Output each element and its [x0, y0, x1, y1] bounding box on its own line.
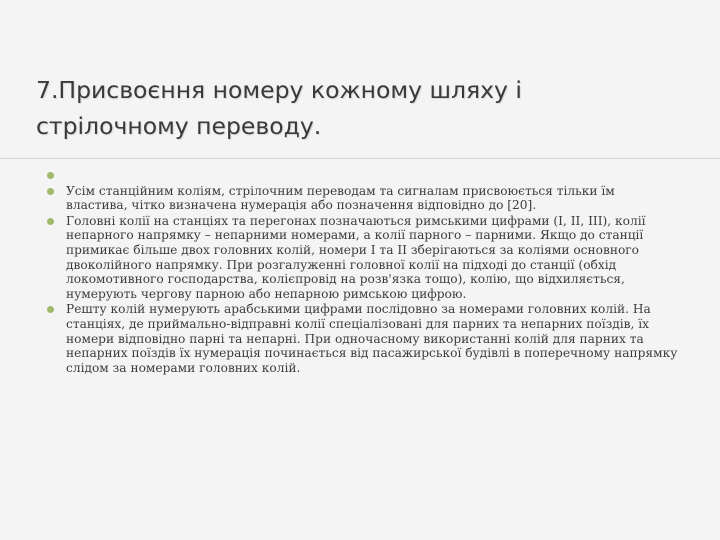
bullet-dot-icon: [47, 172, 54, 179]
bullet-text: Решту колій нумерують арабськими цифрами послідовно за номерами головних колій. На станціях, де приймально-відправні колії спеціалізовані для парних та непарних поїздів, їх номери відповідно парні та непарні. При одночасному використанні колій для парних та непарних поїздів їх нумерація починається від пасажирської будівлі в поперечному напрямку слідом за номерами головних колій.: [66, 302, 678, 375]
title-divider: [0, 158, 720, 159]
bullet-text: Головні колії на станціях та перегонах позначаються римськими цифрами (I, II, III), колії непарного напрямку – непарними номерами, а колії парного – парними. Якщо до станції примикає більше двох головних колій, номери I та II зберігаються за коліями основного двоколійного напрямку. При розгалуженні головної колії на підході до станції (обхід локомотивного господарства, колієпровід на розв'язка тощо), колію, що відхиляється, нумерують чергову парною або непарною римською цифрою.: [66, 213, 646, 301]
list-item: [46, 302, 678, 375]
bullet-dot-icon: [47, 188, 54, 195]
bullet-text: Усім станційним коліям, стрілочним переводам та сигналам присвоюється тільки їм властива, чітко визначена нумерація або позначення відповідно до [20].: [66, 183, 615, 213]
bullet-dot-icon: [47, 306, 54, 313]
slide-title: 7.Присвоєння номеру кожному шляху і стрілочному переводу.: [36, 76, 522, 140]
bullet-dot-icon: [47, 218, 54, 225]
list-item: [46, 184, 678, 213]
list-item: [46, 168, 678, 183]
bullet-list: [46, 168, 678, 376]
list-item: [46, 214, 678, 302]
